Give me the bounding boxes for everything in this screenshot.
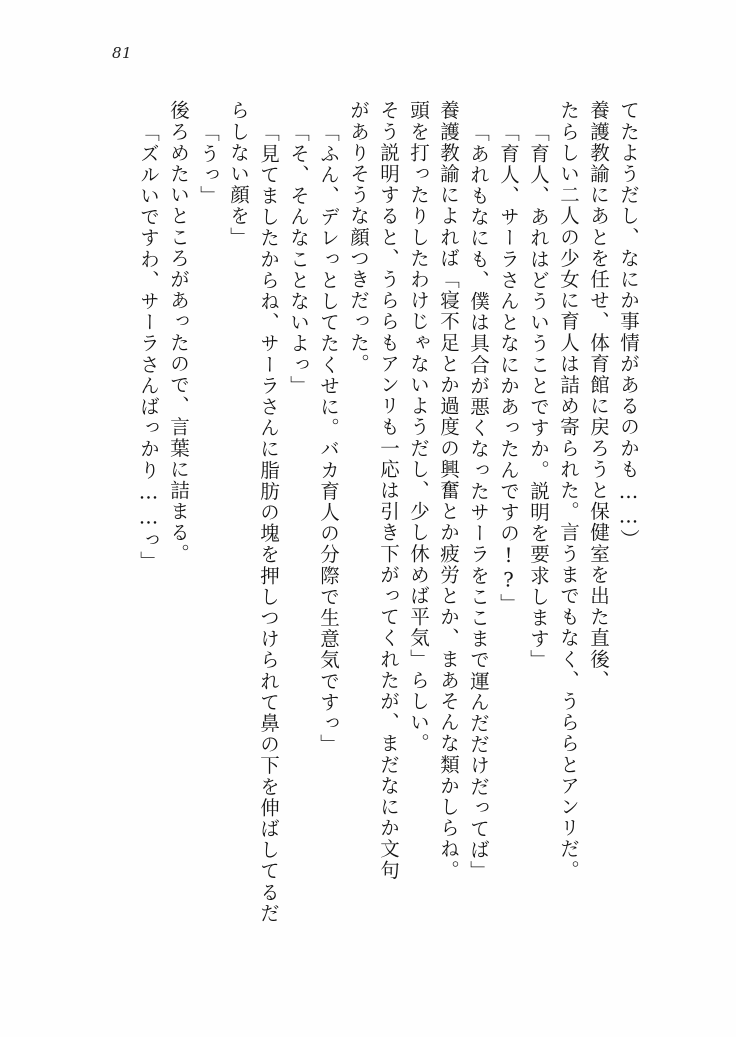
text-line: てたようだし、なにか事情があるのかも……） <box>617 100 640 551</box>
page-number: 81 <box>112 44 133 62</box>
text-line: 「育人、あれはどういうことですか。説明を要求します」 <box>527 122 550 671</box>
text-line: らしない顔を」 <box>227 100 250 248</box>
text-line: 養護教諭によれば「寝不足とか過度の興奮とか疲労とか、まあそんな類かしらね。 <box>437 100 460 881</box>
text-line: そう説明すると、うららもアンリも一応は引き下がってくれたが、まだなにか文句 <box>377 100 400 881</box>
vertical-text-block <box>78 100 638 980</box>
text-line: がありそうな顔つきだった。 <box>347 100 370 375</box>
text-line: たらしい二人の少女に育人は詰め寄られた。言うまでもなく、うららとアンリだ。 <box>557 100 580 881</box>
text-line: 「うっ」 <box>197 122 220 207</box>
text-line: 「見てましたからね、サーラさんに脂肪の塊を押しつけられて鼻の下を伸ばしてるだ <box>257 122 280 924</box>
text-line: 「育人、サーラさんとなにかあったんですの!?」 <box>497 122 520 615</box>
text-line: 後ろめたいところがあったので、言葉に詰まる。 <box>167 100 190 565</box>
text-line: 「あれもなにも、僕は具合が悪くなったサーラをここまで運んだだけだってば」 <box>467 122 490 882</box>
text-line: 「ふん、デレっとしてたくせに。バカ育人の分際で生意気ですっ」 <box>317 122 340 755</box>
text-line: 養護教諭にあとを任せ、体育館に戻ろうと保健室を出た直後、 <box>587 100 610 691</box>
text-line: 「そ、そんなことないよっ」 <box>287 122 310 397</box>
text-line: 「ズルいですわ、サーラさんばっかり……っ」 <box>137 122 160 573</box>
text-line: 頭を打ったりしたわけじゃないようだし、少し休めば平気」らしい。 <box>407 100 430 755</box>
